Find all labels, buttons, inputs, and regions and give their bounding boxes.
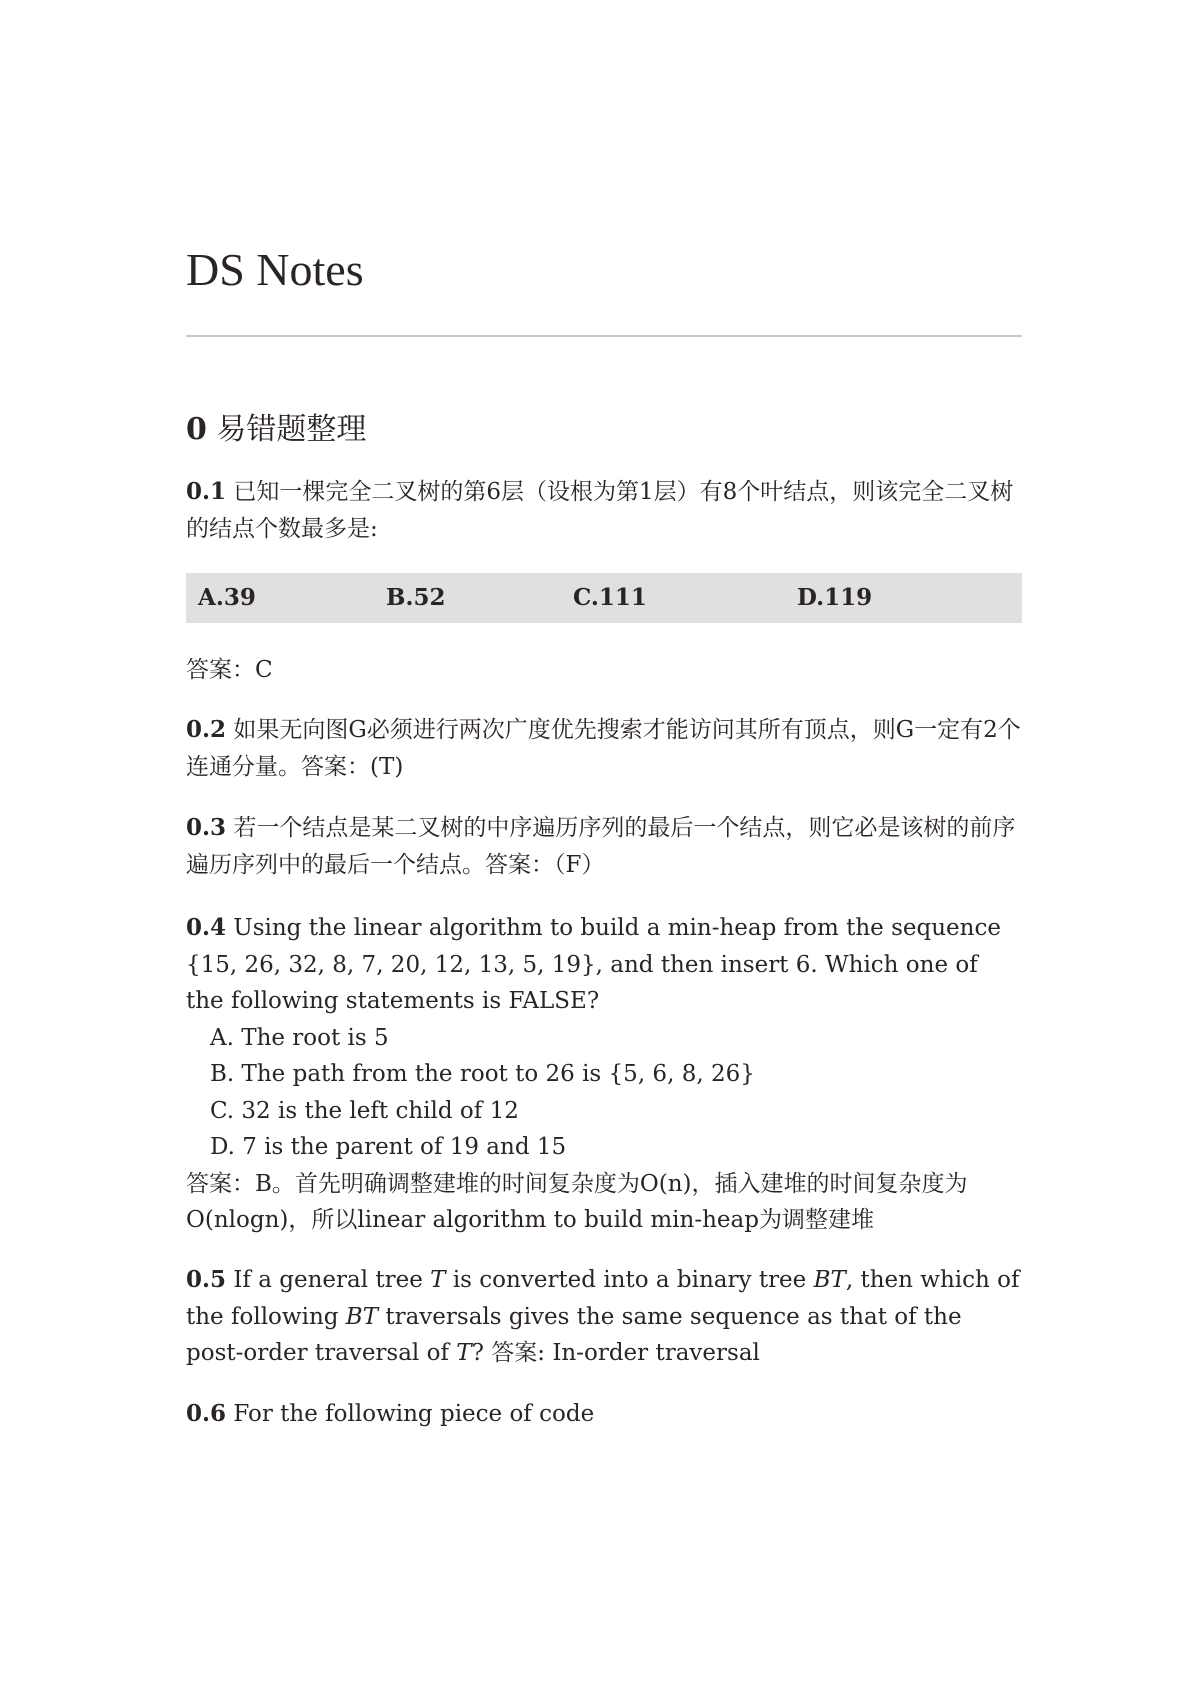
- question-number: 0.4: [186, 914, 227, 941]
- question-number: 0.3: [186, 814, 227, 841]
- question-body: 若一个结点是某二叉树的中序遍历序列的最后一个结点，则它必是该树的前序遍历序列中的最后一个结点。答案：（F）: [186, 815, 1016, 878]
- question-0-5-text: [186, 1262, 1022, 1372]
- section-title: 易错题整理: [216, 412, 367, 447]
- question-0-4-text: [186, 910, 1022, 1020]
- question-number: 0.6: [186, 1400, 227, 1427]
- question-body: 如果无向图G必须进行两次广度优先搜索才能访问其所有顶点，则G一定有2个连通分量。答案：(T): [186, 717, 1021, 780]
- variable-bt: BT: [813, 1267, 846, 1293]
- question-body: 已知一棵完全二叉树的第6层（设根为第1层）有8个叶结点，则该完全二叉树的结点个数最多是:: [186, 479, 1014, 542]
- question-0-2-text: [186, 712, 1022, 785]
- question-0-4: [186, 910, 1022, 1239]
- question-body: For the following piece of code: [233, 1401, 595, 1427]
- question-number: 0.2: [186, 716, 227, 743]
- question-number: 0.5: [186, 1266, 227, 1293]
- question-0-6-text: [186, 1396, 1022, 1433]
- question-body-part: is converted into a binary tree: [445, 1267, 814, 1293]
- question-0-4-answer: 答案：B。首先明确调整建堆的时间复杂度为O(n)，插入建堆的时间复杂度为O(nlogn)，所以linear algorithm to build min-heap为调整建堆: [186, 1170, 968, 1233]
- option-b: B. The path from the root to 26 is {5, 6, 8, 26}: [210, 1061, 755, 1087]
- question-0-3: [186, 810, 1022, 883]
- question-0-1: [186, 474, 1022, 547]
- question-body-part: If a general tree: [233, 1267, 431, 1293]
- title-divider: [186, 335, 1022, 337]
- question-body-part: ? 答案: In-order traversal: [471, 1340, 760, 1366]
- question-0-5: [186, 1262, 1022, 1372]
- question-number: 0.1: [186, 478, 227, 505]
- choice-d: D.119: [797, 584, 873, 611]
- choice-b: B.52: [386, 584, 446, 611]
- choice-a: A.39: [198, 584, 256, 611]
- variable-bt: BT: [345, 1303, 379, 1330]
- question-0-6: [186, 1396, 1022, 1433]
- question-body-part: , then which of the following: [186, 1267, 1020, 1330]
- option-d: D. 7 is the parent of 19 and 15: [210, 1134, 567, 1160]
- choice-c: C.111: [573, 584, 647, 611]
- question-0-3-text: [186, 810, 1022, 883]
- question-0-2: [186, 712, 1022, 785]
- question-body-part: traversals gives the same sequence as that of the post-order traversal of: [186, 1303, 962, 1366]
- variable-t: T: [456, 1340, 472, 1366]
- section-number: 0: [186, 412, 207, 447]
- choice-table: [186, 573, 1022, 623]
- option-c: C. 32 is the left child of 12: [210, 1097, 519, 1124]
- option-a: A. The root is 5: [210, 1024, 389, 1051]
- document-title: DS Notes: [186, 244, 364, 295]
- answer-text: 答案：C: [186, 657, 273, 683]
- variable-t: T: [430, 1267, 446, 1293]
- question-0-1-text: [186, 474, 1022, 547]
- question-0-1-answer: [186, 652, 1022, 689]
- question-body: Using the linear algorithm to build a min-heap from the sequence {15, 26, 32, 8, 7, 20, 12, 13, 5, 19}, and then insert 6. Which one of the following statements is FALSE?: [186, 915, 1001, 1014]
- section-heading: [186, 410, 366, 450]
